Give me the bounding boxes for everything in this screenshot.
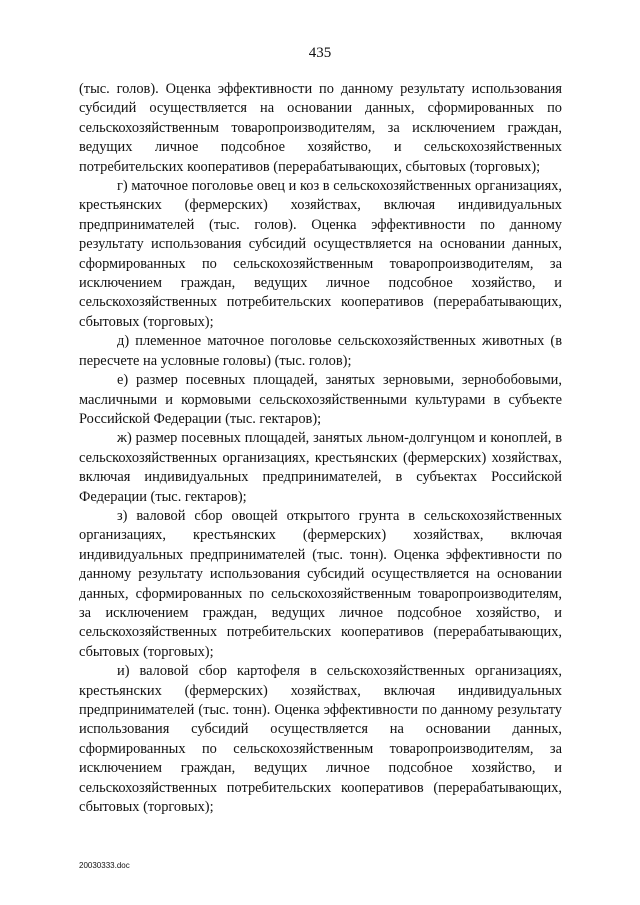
paragraph-item-z: з) валовой сбор овощей открытого грунта в сельскохозяйственных организациях, крестьянских (фермерских) хозяйствах, включая индивидуальных предпринимателей (тыс. тонн). Оценка эффективности по данному результату использования субсидий осуществляется на основании данных, сформированных по сельскохозяйственным товаропроизводителям, за исключением граждан, ведущих личное подсобное хозяйство, и сельскохозяйственных потребительских кооперативов (перерабатывающих, сбытовых (торговых); <box>79 507 562 660</box>
page-number: 435 <box>308 45 332 61</box>
paragraph-item-g: г) маточное поголовье овец и коз в сельскохозяйственных организациях, крестьянских (фермерских) хозяйствах, включая индивидуальных предпринимателей (тыс. голов). Оценка эффективности по данному результату использования субсидий осуществляется на основании данных, сформированных по сельскохозяйственным товаропроизводителям, за исключением граждан, ведущих личное подсобное хозяйство, и сельскохозяйственных потребительских кооперативов (перерабатывающих, сбытовых (торговых); <box>79 178 562 330</box>
file-name-footer: 20030333.doc <box>79 861 130 870</box>
paragraph-item-d: д) племенное маточное поголовье сельскохозяйственных животных (в пересчете на условные головы) (тыс. голов); <box>79 333 562 369</box>
paragraph-item-e: е) размер посевных площадей, занятых зерновыми, зернобобовыми, масличными и кормовыми сельскохозяйственными культурами в субъекте Российской Федерации (тыс. гектаров); <box>79 372 562 427</box>
document-body <box>79 80 562 817</box>
paragraph-continuation: (тыс. голов). Оценка эффективности по данному результату использования субсидий осуществляется на основании данных, сформированных по сельскохозяйственным товаропроизводителям, за исключением граждан, ведущих личное подсобное хозяйство, и сельскохозяйственных потребительских кооперативов (перерабатывающих, сбытовых (торговых); <box>79 81 562 175</box>
paragraph-item-zh: ж) размер посевных площадей, занятых льном-долгунцом и коноплей, в сельскохозяйственных организациях, крестьянских (фермерских) хозяйствах, включая индивидуальных предпринимателей, в субъектах Российской Федерации (тыс. гектаров); <box>79 430 562 505</box>
paragraph-item-i: и) валовой сбор картофеля в сельскохозяйственных организациях, крестьянских (фермерских) хозяйствах, включая индивидуальных предпринимателей (тыс. тонн). Оценка эффективности по данному результату использования субсидий осуществляется на основании данных, сформированных по сельскохозяйственным товаропроизводителям, за исключением граждан, ведущих личное подсобное хозяйство, и сельскохозяйственных потребительских кооперативов (перерабатывающих, сбытовых (торговых); <box>79 663 562 816</box>
